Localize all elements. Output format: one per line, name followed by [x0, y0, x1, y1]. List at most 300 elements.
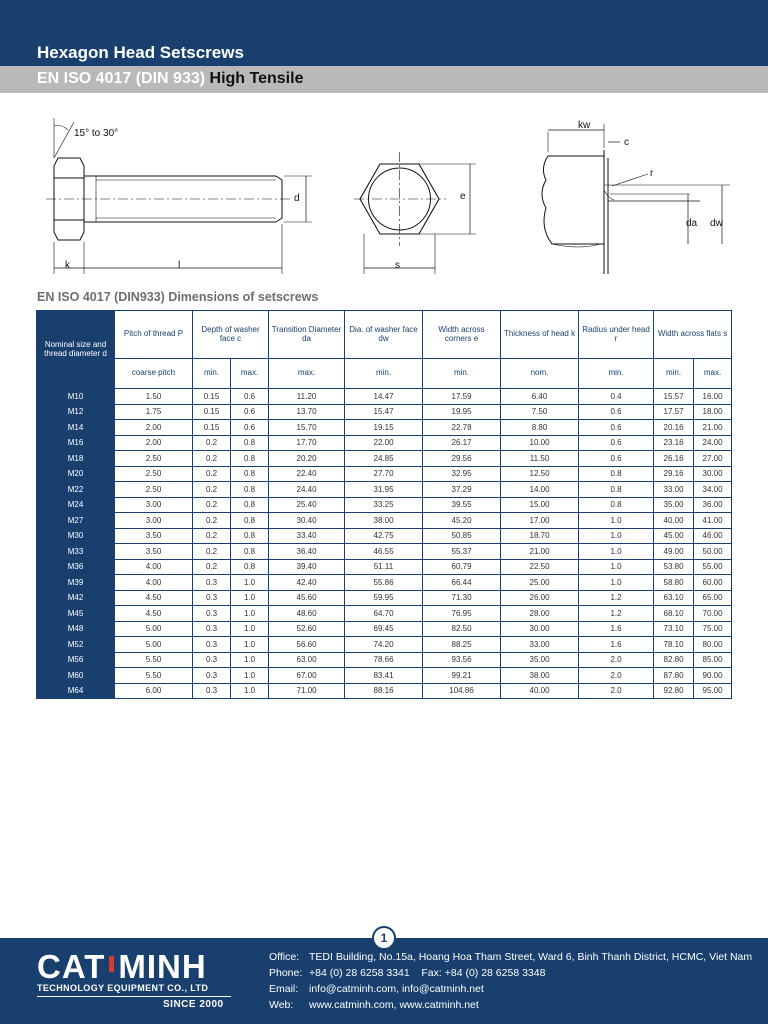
- table-cell: 0.15: [193, 404, 231, 420]
- table-cell: 45.00: [654, 528, 694, 544]
- table-cell: 10.00: [501, 435, 579, 451]
- brand-dot: [109, 956, 114, 972]
- table-cell: 6.00: [115, 683, 193, 699]
- label-da: da: [686, 218, 698, 229]
- table-cell: 1.6: [579, 637, 654, 653]
- table-cell: 18.70: [501, 528, 579, 544]
- table-row: [37, 513, 732, 529]
- office-address: TEDI Building, No.15a, Hoang Hoa Tham Street, Ward 6, Binh Thanh District, HCMC, Viet Nam: [309, 951, 753, 963]
- row-size-cell: M24: [37, 497, 115, 513]
- table-row: [37, 621, 732, 637]
- table-row: [37, 482, 732, 498]
- table-row: [37, 606, 732, 622]
- table-cell: 51.11: [345, 559, 423, 575]
- dimensions-table: [36, 310, 732, 699]
- col-header-thickness: Thickness of head k: [501, 311, 579, 359]
- table-cell: 42.75: [345, 528, 423, 544]
- col-header-washer-dia: Dia. of washer face dw: [345, 311, 423, 359]
- table-cell: 3.00: [115, 513, 193, 529]
- table-cell: 0.8: [231, 544, 269, 560]
- row-size-cell: M36: [37, 559, 115, 575]
- sub-header-dw-min: min.: [345, 359, 423, 389]
- col-header-width-flats: Width across flats s: [654, 311, 732, 359]
- table-cell: 15.00: [501, 497, 579, 513]
- table-cell: 0.6: [579, 404, 654, 420]
- table-cell: 73.10: [654, 621, 694, 637]
- row-size-cell: M20: [37, 466, 115, 482]
- table-cell: 1.0: [231, 683, 269, 699]
- col-header-radius: Radius under head r: [579, 311, 654, 359]
- sub-header-coarse: coarse pitch: [115, 359, 193, 389]
- table-cell: 26.17: [423, 435, 501, 451]
- table-cell: 0.3: [193, 606, 231, 622]
- table-cell: 1.50: [115, 389, 193, 405]
- table-cell: 25.00: [501, 575, 579, 591]
- table-cell: 88.25: [423, 637, 501, 653]
- table-cell: 27.70: [345, 466, 423, 482]
- table-cell: 35.00: [654, 497, 694, 513]
- table-cell: 0.8: [231, 559, 269, 575]
- table-cell: 26.16: [654, 451, 694, 467]
- table-cell: 0.2: [193, 451, 231, 467]
- fax-number: Fax: +84 (0) 28 6258 3348: [421, 967, 546, 979]
- table-cell: 55.00: [694, 559, 732, 575]
- table-cell: 30.00: [694, 466, 732, 482]
- table-cell: 99.21: [423, 668, 501, 684]
- technical-drawing: [0, 108, 768, 286]
- table-cell: 0.8: [231, 513, 269, 529]
- table-row: [37, 575, 732, 591]
- table-cell: 0.2: [193, 466, 231, 482]
- table-row: [37, 590, 732, 606]
- table-cell: 55.86: [345, 575, 423, 591]
- table-cell: 18.00: [694, 404, 732, 420]
- table-cell: 24.00: [694, 435, 732, 451]
- row-size-cell: M52: [37, 637, 115, 653]
- label-e: e: [460, 191, 466, 202]
- label-c: c: [624, 137, 629, 148]
- label-dw: dw: [710, 218, 723, 229]
- table-cell: 4.00: [115, 575, 193, 591]
- table-cell: 22.40: [269, 466, 345, 482]
- table-cell: 0.8: [231, 497, 269, 513]
- table-cell: 33.00: [654, 482, 694, 498]
- table-cell: 4.50: [115, 606, 193, 622]
- table-cell: 26.00: [501, 590, 579, 606]
- table-cell: 0.15: [193, 389, 231, 405]
- table-cell: 1.75: [115, 404, 193, 420]
- table-cell: 0.3: [193, 668, 231, 684]
- table-cell: 48.60: [269, 606, 345, 622]
- table-cell: 15.57: [654, 389, 694, 405]
- table-cell: 39.40: [269, 559, 345, 575]
- contact-email: [269, 981, 752, 997]
- table-cell: 5.00: [115, 637, 193, 653]
- table-row: [37, 420, 732, 436]
- table-cell: 52.60: [269, 621, 345, 637]
- table-cell: 3.50: [115, 528, 193, 544]
- table-cell: 0.2: [193, 559, 231, 575]
- col-header-transition: Transition Diameter da: [269, 311, 345, 359]
- grade-label: High Tensile: [209, 70, 304, 87]
- table-row: [37, 435, 732, 451]
- table-cell: 85.00: [694, 652, 732, 668]
- col-header-depth: Depth of washer face c: [193, 311, 269, 359]
- table-cell: 2.0: [579, 652, 654, 668]
- table-cell: 37.29: [423, 482, 501, 498]
- table-cell: 27.00: [694, 451, 732, 467]
- table-cell: 15.47: [345, 404, 423, 420]
- table-cell: 17.57: [654, 404, 694, 420]
- col-header-pitch: Pitch of thread P: [115, 311, 193, 359]
- table-cell: 17.00: [501, 513, 579, 529]
- table-cell: 0.2: [193, 497, 231, 513]
- table-cell: 0.8: [579, 482, 654, 498]
- brand-right: MINH: [118, 948, 207, 985]
- table-cell: 1.6: [579, 621, 654, 637]
- table-cell: 90.00: [694, 668, 732, 684]
- sub-header-k-nom: nom.: [501, 359, 579, 389]
- table-cell: 5.00: [115, 621, 193, 637]
- table-cell: 71.30: [423, 590, 501, 606]
- label-k: k: [65, 260, 70, 271]
- table-cell: 63.00: [269, 652, 345, 668]
- table-cell: 24.40: [269, 482, 345, 498]
- contact-block: [269, 949, 752, 1013]
- table-cell: 19.95: [423, 404, 501, 420]
- sub-header-r-min: min.: [579, 359, 654, 389]
- table-cell: 15.70: [269, 420, 345, 436]
- table-cell: 22.78: [423, 420, 501, 436]
- label-l: l: [178, 260, 181, 271]
- table-cell: 3.00: [115, 497, 193, 513]
- table-cell: 31.95: [345, 482, 423, 498]
- table-cell: 69.45: [345, 621, 423, 637]
- table-cell: 20.16: [654, 420, 694, 436]
- table-cell: 0.6: [231, 389, 269, 405]
- table-cell: 50.00: [694, 544, 732, 560]
- phone-number: +84 (0) 28 6258 3341: [309, 967, 410, 979]
- table-row: [37, 466, 732, 482]
- table-cell: 33.40: [269, 528, 345, 544]
- table-cell: 0.4: [579, 389, 654, 405]
- table-cell: 25.40: [269, 497, 345, 513]
- table-cell: 1.0: [231, 590, 269, 606]
- row-size-cell: M16: [37, 435, 115, 451]
- table-cell: 36.00: [694, 497, 732, 513]
- row-size-cell: M18: [37, 451, 115, 467]
- table-row: [37, 683, 732, 699]
- table-cell: 32.95: [423, 466, 501, 482]
- table-cell: 16.00: [694, 389, 732, 405]
- email-address: info@catminh.com, info@catminh.net: [309, 983, 484, 995]
- table-cell: 1.0: [231, 668, 269, 684]
- table-cell: 0.2: [193, 544, 231, 560]
- table-body: [37, 389, 732, 699]
- sub-header-s-max: max.: [694, 359, 732, 389]
- row-size-cell: M48: [37, 621, 115, 637]
- table-cell: 13.70: [269, 404, 345, 420]
- table-cell: 41.00: [694, 513, 732, 529]
- table-row: [37, 544, 732, 560]
- brand-tagline: TECHNOLOGY EQUIPMENT CO., LTD: [37, 983, 209, 993]
- section-title: EN ISO 4017 (DIN933) Dimensions of setscrews: [37, 290, 319, 304]
- table-cell: 0.3: [193, 652, 231, 668]
- table-cell: 1.0: [579, 528, 654, 544]
- table-cell: 56.60: [269, 637, 345, 653]
- table-cell: 66.44: [423, 575, 501, 591]
- table-cell: 2.50: [115, 451, 193, 467]
- table-cell: 23.16: [654, 435, 694, 451]
- table-cell: 63.10: [654, 590, 694, 606]
- table-cell: 39.55: [423, 497, 501, 513]
- row-size-cell: M14: [37, 420, 115, 436]
- table-row: [37, 389, 732, 405]
- table-cell: 11.50: [501, 451, 579, 467]
- table-cell: 0.8: [231, 466, 269, 482]
- row-size-cell: M56: [37, 652, 115, 668]
- table-cell: 42.40: [269, 575, 345, 591]
- table-row: [37, 404, 732, 420]
- table-cell: 64.70: [345, 606, 423, 622]
- table-row: [37, 559, 732, 575]
- email-label: Email:: [269, 983, 299, 995]
- table-cell: 0.3: [193, 590, 231, 606]
- row-size-cell: M12: [37, 404, 115, 420]
- table-cell: 0.6: [579, 435, 654, 451]
- office-label: Office:: [269, 951, 300, 963]
- sub-header-s-min: min.: [654, 359, 694, 389]
- table-cell: 22.00: [345, 435, 423, 451]
- table-cell: 0.8: [231, 528, 269, 544]
- row-size-cell: M10: [37, 389, 115, 405]
- row-size-cell: M64: [37, 683, 115, 699]
- table-cell: 92.80: [654, 683, 694, 699]
- table-cell: 87.80: [654, 668, 694, 684]
- row-size-cell: M39: [37, 575, 115, 591]
- table-cell: 28.00: [501, 606, 579, 622]
- row-size-cell: M33: [37, 544, 115, 560]
- table-cell: 4.50: [115, 590, 193, 606]
- table-cell: 0.6: [231, 404, 269, 420]
- table-cell: 78.66: [345, 652, 423, 668]
- row-size-cell: M27: [37, 513, 115, 529]
- table-cell: 35.00: [501, 652, 579, 668]
- table-cell: 0.3: [193, 637, 231, 653]
- table-cell: 0.8: [231, 435, 269, 451]
- table-cell: 4.00: [115, 559, 193, 575]
- table-cell: 0.3: [193, 575, 231, 591]
- web-address: www.catminh.com, www.catminh.net: [309, 999, 479, 1011]
- table-cell: 2.50: [115, 466, 193, 482]
- table-cell: 59.95: [345, 590, 423, 606]
- table-cell: 68.10: [654, 606, 694, 622]
- table-cell: 5.50: [115, 652, 193, 668]
- table-row: [37, 528, 732, 544]
- table-cell: 45.20: [423, 513, 501, 529]
- table-cell: 1.0: [579, 544, 654, 560]
- table-cell: 2.0: [579, 683, 654, 699]
- table-cell: 1.2: [579, 606, 654, 622]
- table-cell: 5.50: [115, 668, 193, 684]
- label-d: d: [294, 193, 300, 204]
- table-cell: 70.00: [694, 606, 732, 622]
- table-cell: 34.00: [694, 482, 732, 498]
- table-cell: 46.00: [694, 528, 732, 544]
- table-row: [37, 451, 732, 467]
- row-size-cell: M45: [37, 606, 115, 622]
- table-cell: 60.00: [694, 575, 732, 591]
- table-cell: 17.59: [423, 389, 501, 405]
- table-cell: 78.10: [654, 637, 694, 653]
- brand-divider: [37, 996, 231, 997]
- table-cell: 104.86: [423, 683, 501, 699]
- table-cell: 2.00: [115, 420, 193, 436]
- table-cell: 7.50: [501, 404, 579, 420]
- label-r: r: [650, 168, 654, 179]
- table-cell: 6.40: [501, 389, 579, 405]
- table-cell: 46.55: [345, 544, 423, 560]
- sub-header-da-max: max.: [269, 359, 345, 389]
- sub-header-e-min: min.: [423, 359, 501, 389]
- table-cell: 33.25: [345, 497, 423, 513]
- table-cell: 1.0: [579, 559, 654, 575]
- table-cell: 0.8: [231, 482, 269, 498]
- table-cell: 1.0: [231, 621, 269, 637]
- table-cell: 83.41: [345, 668, 423, 684]
- table-cell: 21.00: [694, 420, 732, 436]
- table-row: [37, 652, 732, 668]
- table-cell: 1.0: [231, 606, 269, 622]
- table-cell: 0.3: [193, 621, 231, 637]
- table-cell: 2.0: [579, 668, 654, 684]
- table-cell: 14.47: [345, 389, 423, 405]
- table-row: [37, 668, 732, 684]
- table-cell: 53.80: [654, 559, 694, 575]
- table-cell: 30.00: [501, 621, 579, 637]
- row-size-cell: M30: [37, 528, 115, 544]
- table-cell: 93.56: [423, 652, 501, 668]
- table-cell: 82.80: [654, 652, 694, 668]
- table-cell: 2.50: [115, 482, 193, 498]
- table-cell: 29.16: [654, 466, 694, 482]
- table-cell: 38.00: [345, 513, 423, 529]
- contact-office: [269, 949, 752, 965]
- table-cell: 95.00: [694, 683, 732, 699]
- table-cell: 40.00: [501, 683, 579, 699]
- col-header-width-corners: Width across corners e: [423, 311, 501, 359]
- table-cell: 0.2: [193, 482, 231, 498]
- label-s: s: [395, 260, 400, 271]
- row-size-cell: M42: [37, 590, 115, 606]
- col-header-nominal: Nominal size and thread diameter d: [37, 311, 115, 389]
- table-cell: 60.79: [423, 559, 501, 575]
- table-cell: 36.40: [269, 544, 345, 560]
- table-cell: 58.80: [654, 575, 694, 591]
- table-cell: 0.8: [579, 466, 654, 482]
- table-row: [37, 497, 732, 513]
- table-cell: 19.15: [345, 420, 423, 436]
- table-cell: 0.6: [231, 420, 269, 436]
- standard-code: EN ISO 4017 (DIN 933): [37, 70, 206, 87]
- label-kw: kw: [578, 120, 591, 131]
- table-cell: 1.2: [579, 590, 654, 606]
- table-cell: 0.2: [193, 435, 231, 451]
- table-cell: 0.8: [231, 451, 269, 467]
- table-row: [37, 637, 732, 653]
- table-cell: 12.50: [501, 466, 579, 482]
- table-cell: 38.00: [501, 668, 579, 684]
- table-cell: 49.00: [654, 544, 694, 560]
- page-number: 1: [372, 926, 396, 950]
- table-cell: 30.40: [269, 513, 345, 529]
- page-subtitle: [37, 70, 303, 88]
- table-cell: 0.3: [193, 683, 231, 699]
- table-cell: 45.60: [269, 590, 345, 606]
- table-cell: 22.50: [501, 559, 579, 575]
- table-cell: 33.00: [501, 637, 579, 653]
- brand-since: SINCE 2000: [163, 999, 224, 1010]
- table-cell: 1.0: [579, 513, 654, 529]
- page-title: Hexagon Head Setscrews: [37, 43, 244, 62]
- brand-left: CAT: [37, 948, 106, 985]
- table-cell: 76.95: [423, 606, 501, 622]
- web-label: Web:: [269, 999, 294, 1011]
- table-cell: 71.00: [269, 683, 345, 699]
- table-cell: 21.00: [501, 544, 579, 560]
- table-cell: 0.6: [579, 420, 654, 436]
- table-cell: 55.37: [423, 544, 501, 560]
- table-cell: 50.85: [423, 528, 501, 544]
- table-cell: 14.00: [501, 482, 579, 498]
- contact-web: [269, 997, 752, 1013]
- angle-label: 15° to 30°: [74, 128, 119, 139]
- row-size-cell: M22: [37, 482, 115, 498]
- row-size-cell: M60: [37, 668, 115, 684]
- table-cell: 75.00: [694, 621, 732, 637]
- table-cell: 24.85: [345, 451, 423, 467]
- table-cell: 40.00: [654, 513, 694, 529]
- table-cell: 0.6: [579, 451, 654, 467]
- table-cell: 3.50: [115, 544, 193, 560]
- table-cell: 8.80: [501, 420, 579, 436]
- table-cell: 29.56: [423, 451, 501, 467]
- table-cell: 88.16: [345, 683, 423, 699]
- table-cell: 1.0: [231, 637, 269, 653]
- phone-label: Phone:: [269, 967, 303, 979]
- table-cell: 11.20: [269, 389, 345, 405]
- table-cell: 0.15: [193, 420, 231, 436]
- table-cell: 1.0: [231, 575, 269, 591]
- sub-header-c-min: min.: [193, 359, 231, 389]
- table-cell: 67.00: [269, 668, 345, 684]
- table-cell: 2.00: [115, 435, 193, 451]
- brand-logo: [37, 948, 207, 986]
- table-cell: 0.2: [193, 513, 231, 529]
- table-cell: 74.20: [345, 637, 423, 653]
- table-cell: 0.8: [579, 497, 654, 513]
- table-cell: 0.2: [193, 528, 231, 544]
- table-cell: 1.0: [231, 652, 269, 668]
- table-cell: 17.70: [269, 435, 345, 451]
- table-cell: 1.0: [579, 575, 654, 591]
- table-cell: 20.20: [269, 451, 345, 467]
- sub-header-c-max: max.: [231, 359, 269, 389]
- table-cell: 82.50: [423, 621, 501, 637]
- table-cell: 65.00: [694, 590, 732, 606]
- table-cell: 80.00: [694, 637, 732, 653]
- contact-phone: [269, 965, 752, 981]
